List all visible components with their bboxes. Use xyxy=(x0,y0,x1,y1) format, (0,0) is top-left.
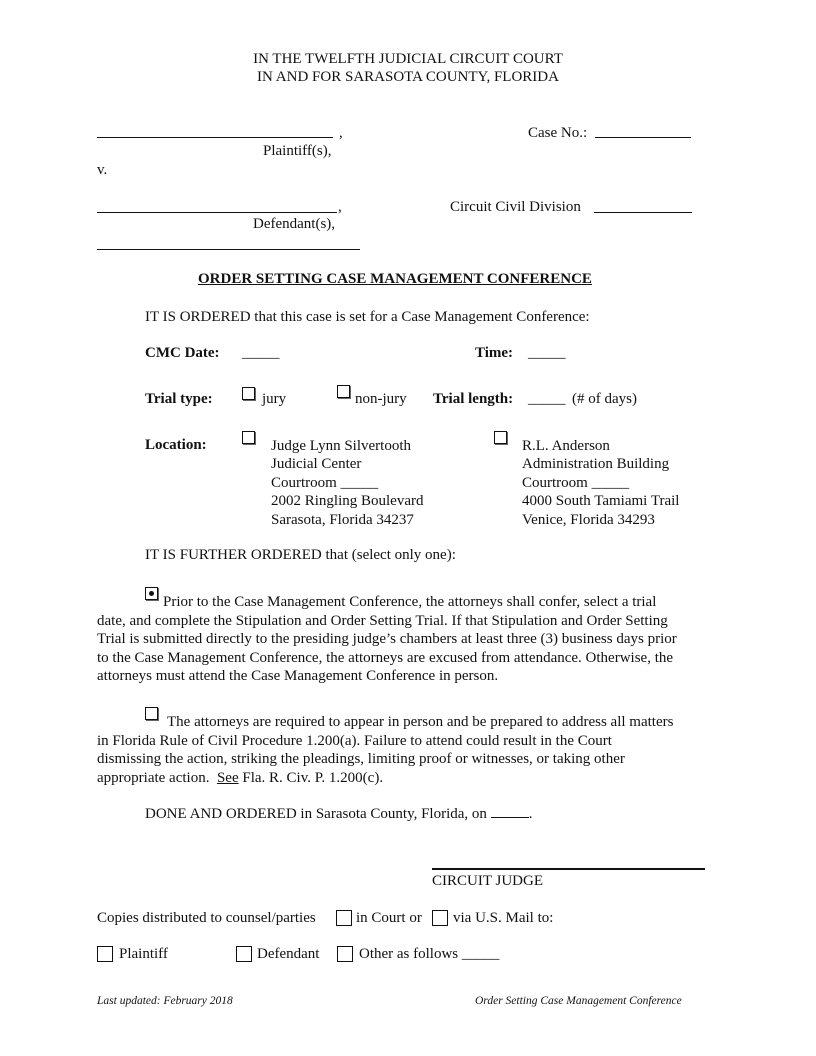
in-court-label: in Court or xyxy=(356,910,422,926)
cmc-date-label: CMC Date: xyxy=(145,345,220,361)
location-venice-checkbox[interactable] xyxy=(494,431,507,444)
location-sarasota-courtroom[interactable]: Courtroom _____ xyxy=(271,474,379,491)
jury-label: jury xyxy=(262,391,287,407)
plaintiff-copy-label: Plaintiff xyxy=(119,946,168,962)
location-venice-courtroom[interactable]: Courtroom _____ xyxy=(522,474,630,491)
time-label: Time: xyxy=(475,345,514,361)
nonjury-label: non-jury xyxy=(355,391,407,407)
case-number-label: Case No.: xyxy=(528,125,588,141)
option2-line: dismissing the action, striking the pleadings, limiting proof or witnesses, or taking other xyxy=(97,751,625,767)
cmc-date-value[interactable]: _____ xyxy=(242,345,280,361)
further-ordered-text: IT IS FURTHER ORDERED that (select only one): xyxy=(145,547,456,563)
jury-checkbox[interactable] xyxy=(242,387,255,400)
plaintiff-blank-line[interactable] xyxy=(97,137,333,138)
plaintiff-checkbox[interactable] xyxy=(97,946,113,962)
option2-paragraph xyxy=(97,713,719,787)
option2-line: in Florida Rule of Civil Procedure 1.200(a). Failure to attend could result in the Court xyxy=(97,732,612,749)
done-ordered-line xyxy=(145,805,532,823)
copies-prefix: Copies distributed to counsel/parties xyxy=(97,910,316,926)
division-label: Circuit Civil Division xyxy=(450,199,581,215)
court-name-line2: IN AND FOR SARASOTA COUNTY, FLORIDA xyxy=(257,69,559,85)
option1-line: Trial is submitted directly to the presiding judge’s chambers at least three (3) business days prior xyxy=(97,631,677,647)
via-mail-checkbox[interactable] xyxy=(432,910,448,926)
option2-last-prefix: appropriate action. xyxy=(97,769,217,786)
location-venice-line: 4000 South Tamiami Trail xyxy=(522,493,680,510)
footer-form-title: Order Setting Case Management Conference xyxy=(475,995,682,1007)
trial-length-units: (# of days) xyxy=(572,391,637,407)
defendant-copy-label: Defendant xyxy=(257,946,320,962)
judge-signature-label: CIRCUIT JUDGE xyxy=(432,873,543,889)
via-mail-label: via U.S. Mail to: xyxy=(453,910,554,926)
time-value[interactable]: _____ xyxy=(528,345,566,361)
footer-last-updated: Last updated: February 2018 xyxy=(97,995,233,1007)
defendant-label: Defendant(s), xyxy=(253,216,336,232)
option1-paragraph xyxy=(97,593,719,686)
option1-line: Prior to the Case Management Conference, the attorneys shall confer, select a trial xyxy=(163,594,657,610)
option2-last-line xyxy=(97,769,719,788)
plaintiff-label: Plaintiff(s), xyxy=(263,143,332,159)
intro-text: IT IS ORDERED that this case is set for a Case Management Conference: xyxy=(145,309,590,325)
defendant-checkbox[interactable] xyxy=(236,946,252,962)
done-ordered-text: DONE AND ORDERED in Sarasota County, Florida, on xyxy=(145,806,487,822)
versus-label: v. xyxy=(97,162,108,178)
location-sarasota-line: Judge Lynn Silvertooth xyxy=(271,438,411,454)
case-number-blank[interactable] xyxy=(595,137,691,138)
division-blank[interactable] xyxy=(594,212,692,213)
judge-signature-line[interactable] xyxy=(432,868,705,870)
location-sarasota xyxy=(271,437,424,529)
location-label: Location: xyxy=(145,437,207,453)
extra-party-blank-line[interactable] xyxy=(97,249,360,250)
location-venice xyxy=(522,437,679,529)
location-venice-line: Venice, Florida 34293 xyxy=(522,511,655,528)
trial-length-label: Trial length: xyxy=(433,391,514,407)
location-sarasota-line: Judicial Center xyxy=(271,456,362,473)
plaintiff-comma: , xyxy=(339,125,343,141)
other-copy-label: Other as follows _____ xyxy=(359,946,500,962)
location-venice-line: Administration Building xyxy=(522,456,670,473)
location-sarasota-checkbox[interactable] xyxy=(242,431,255,444)
option1-line: attorneys must attend the Case Management Conference in person. xyxy=(97,668,499,684)
in-court-checkbox[interactable] xyxy=(336,910,352,926)
defendant-comma: , xyxy=(338,199,342,215)
nonjury-checkbox[interactable] xyxy=(337,385,350,398)
option2-last-suffix: Fla. R. Civ. P. 1.200(c). xyxy=(238,769,384,786)
order-title: ORDER SETTING CASE MANAGEMENT CONFERENCE xyxy=(198,271,592,287)
trial-length-value[interactable]: _____ xyxy=(528,391,566,407)
location-venice-line: R.L. Anderson xyxy=(522,438,610,454)
done-ordered-end: . xyxy=(528,806,533,822)
option1-line: to the Case Management Conference, the attorneys are excused from attendance. Otherwise, the xyxy=(97,649,674,666)
done-date-blank[interactable] xyxy=(491,805,529,818)
see-signal: See xyxy=(216,769,239,786)
option2-line: The attorneys are required to appear in person and be prepared to address all matters xyxy=(167,714,674,730)
location-sarasota-line: Sarasota, Florida 34237 xyxy=(271,511,414,528)
defendant-blank-line[interactable] xyxy=(97,212,337,213)
court-name-line1: IN THE TWELFTH JUDICIAL CIRCUIT COURT xyxy=(253,51,563,67)
option1-line: date, and complete the Stipulation and Order Setting Trial. If that Stipulation and Order Setting xyxy=(97,612,668,629)
other-checkbox[interactable] xyxy=(337,946,353,962)
location-sarasota-line: 2002 Ringling Boulevard xyxy=(271,493,424,510)
trial-type-label: Trial type: xyxy=(145,391,213,407)
